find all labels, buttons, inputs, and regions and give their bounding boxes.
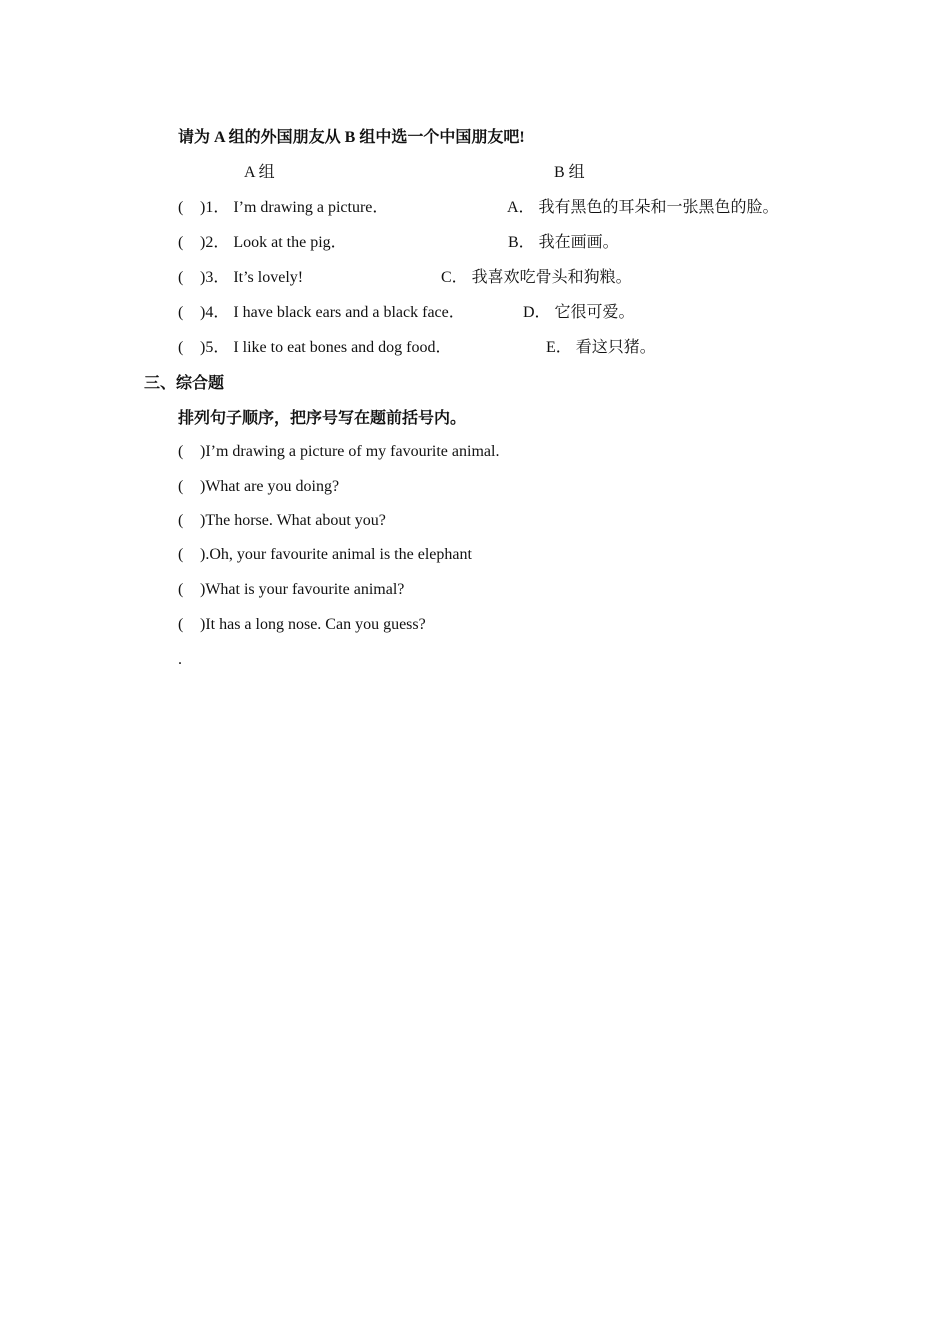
matching-option-c: C． 我喜欢吃骨头和狗粮。 <box>441 269 632 286</box>
ordering-item-text: )The horse. What about you? <box>200 512 386 529</box>
answer-blank: ( <box>178 478 184 495</box>
ordering-item-1 <box>178 442 499 462</box>
ordering-item-3 <box>178 511 386 531</box>
answer-blank: ( <box>178 199 184 216</box>
answer-blank: ( <box>178 512 184 529</box>
trailing-period: . <box>178 651 182 668</box>
matching-item-text: )4． I have black ears and a black face． <box>200 304 465 321</box>
matching-option-b: B． 我在画画。 <box>508 234 619 251</box>
matching-instruction: 请为 A 组的外国朋友从 B 组中选一个中国朋友吧! <box>178 129 525 146</box>
answer-blank: ( <box>178 304 184 321</box>
matching-option-e: E． 看这只猪。 <box>546 339 656 356</box>
matching-item-2 <box>178 233 347 253</box>
matching-item-text: )1． I’m drawing a picture． <box>200 199 389 216</box>
ordering-item-text: )I’m drawing a picture of my favourite animal. <box>200 443 500 460</box>
matching-item-4 <box>178 303 465 323</box>
ordering-instruction: 排列句子顺序，把序号写在题前括号内。 <box>178 410 467 427</box>
ordering-item-text: )It has a long nose. Can you guess? <box>200 616 426 633</box>
group-a-header: A 组 <box>244 164 275 181</box>
matching-item-1 <box>178 198 388 218</box>
ordering-item-text: )What are you doing? <box>200 478 340 495</box>
matching-item-3 <box>178 268 303 288</box>
answer-blank: ( <box>178 443 184 460</box>
ordering-item-6 <box>178 615 426 635</box>
group-b-header: B 组 <box>554 164 585 181</box>
matching-option-d: D． 它很可爱。 <box>523 304 635 321</box>
answer-blank: ( <box>178 546 184 563</box>
matching-item-5 <box>178 338 452 358</box>
ordering-item-5 <box>178 580 404 600</box>
ordering-item-text: )What is your favourite animal? <box>200 581 405 598</box>
ordering-item-2 <box>178 477 339 497</box>
matching-item-text: )5． I like to eat bones and dog food． <box>200 339 452 356</box>
section-heading: 三、综合题 <box>144 375 225 392</box>
matching-option-a: A． 我有黑色的耳朵和一张黑色的脸。 <box>507 199 779 216</box>
answer-blank: ( <box>178 234 184 251</box>
ordering-item-4 <box>178 545 472 565</box>
matching-item-text: )2． Look at the pig． <box>200 234 347 251</box>
answer-blank: ( <box>178 616 184 633</box>
answer-blank: ( <box>178 581 184 598</box>
matching-item-text: )3． It’s lovely! <box>200 269 304 286</box>
answer-blank: ( <box>178 269 184 286</box>
ordering-item-text: ).Oh, your favourite animal is the elephant <box>200 546 472 563</box>
answer-blank: ( <box>178 339 184 356</box>
